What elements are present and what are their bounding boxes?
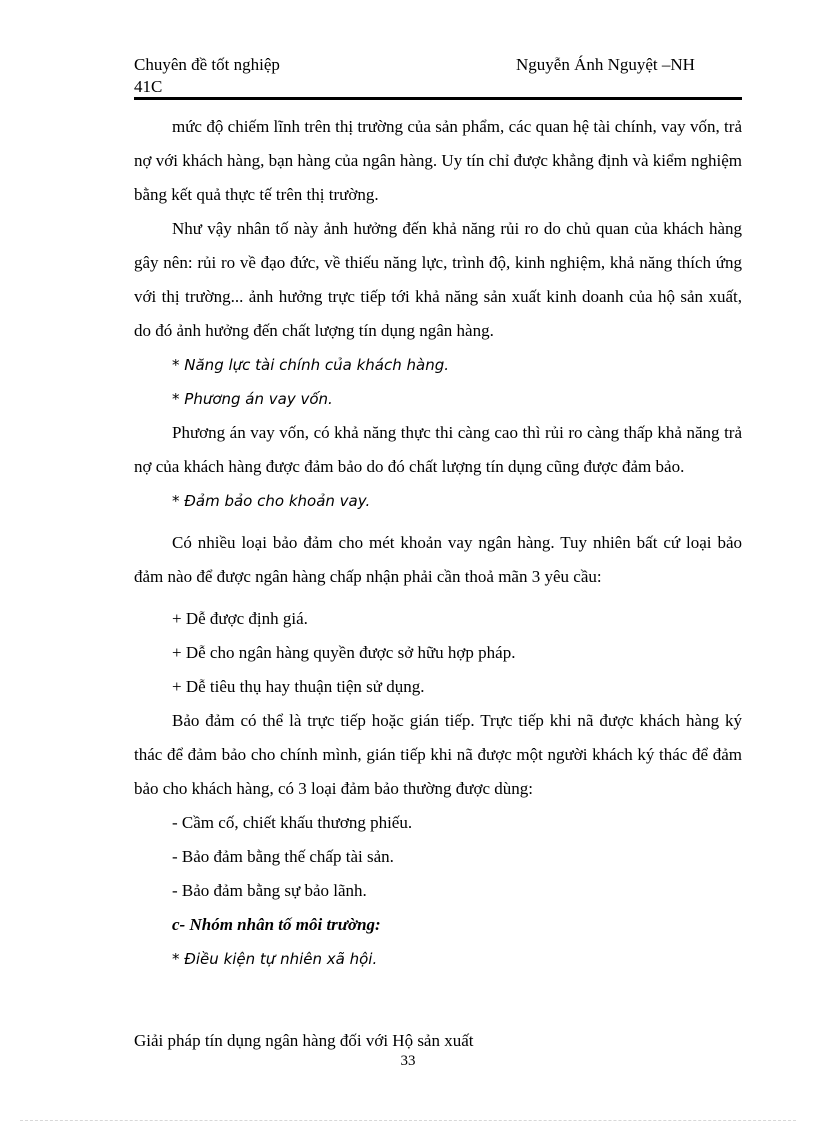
header-author: Nguyễn Ánh Nguyệt –NH (516, 55, 695, 74)
header-course: Chuyên đề tốt nghiệp (134, 55, 280, 74)
paragraph-collateral-types: Bảo đảm có thể là trực tiếp hoặc gián tiếp. Trực tiếp khi nã được khách hàng ký thác để đảm bảo cho chính mình, gián tiếp khi nã được một người khách ký thác để đảm bảo cho khách hàng, có 3 loại đảm bảo thường được dùng: (134, 711, 742, 798)
page-body (134, 110, 742, 976)
header-divider (134, 97, 742, 100)
footer-title: Giải pháp tín dụng ngân hàng đối với Hộ sản xuất (134, 1031, 474, 1050)
paragraph-risk-factors: Như vậy nhân tố này ảnh hưởng đến khả năng rủi ro do chủ quan của khách hàng gây nên: rủi ro về đạo đức, về thiếu năng lực, trình độ, kinh nghiệm, khả năng thích ứng với thị trường... ảnh hưởng trực tiếp tới khả năng sản xuất kinh doanh của hộ sản xuất, do đó ảnh hưởng đến chất lượng tín dụng ngân hàng. (134, 219, 742, 340)
requirement-item: + Dễ được định giá. (172, 609, 308, 628)
header-class: 41C (134, 77, 163, 96)
requirement-item: + Dễ tiêu thụ hay thuận tiện sử dụng. (172, 677, 425, 696)
collateral-type-item: - Cầm cố, chiết khấu thương phiếu. (172, 813, 413, 832)
subheading-financial-capacity: * Năng lực tài chính của khách hàng. (172, 356, 449, 374)
paragraph-loan-plan: Phương án vay vốn, có khả năng thực thi càng cao thì rủi ro càng thấp khả năng trả nợ của khách hàng được đảm bảo do đó chất lượng tín dụng cũng được đảm bảo. (134, 423, 742, 476)
paragraph-collateral-requirements: Có nhiều loại bảo đảm cho mét khoản vay ngân hàng. Tuy nhiên bất cứ loại bảo đảm nào để được ngân hàng chấp nhận phải cần thoả mãn 3 yêu cầu: (134, 533, 742, 586)
subheading-loan-plan: * Phương án vay vốn. (172, 390, 333, 408)
header-left (134, 54, 280, 98)
subheading-collateral: * Đảm bảo cho khoản vay. (172, 492, 371, 510)
collateral-type-item: - Bảo đảm bằng thế chấp tài sản. (172, 847, 394, 866)
section-heading-environment: c- Nhóm nhân tố môi trường: (172, 915, 381, 934)
paragraph-reputation: mức độ chiếm lĩnh trên thị trường của sản phẩm, các quan hệ tài chính, vay vốn, trả nợ với khách hàng, bạn hàng của ngân hàng. Uy tín chỉ được khẳng định và kiểm nghiệm bằng kết quả thực tế trên thị trường. (134, 117, 742, 204)
page-number: 33 (400, 1053, 416, 1069)
collateral-type-item: - Bảo đảm bằng sự bảo lãnh. (172, 881, 367, 900)
requirement-item: + Dễ cho ngân hàng quyền được sở hữu hợp pháp. (172, 643, 516, 662)
subheading-natural-social-conditions: * Điều kiện tự nhiên xã hội. (172, 950, 378, 968)
page-bottom-border (20, 1120, 796, 1121)
